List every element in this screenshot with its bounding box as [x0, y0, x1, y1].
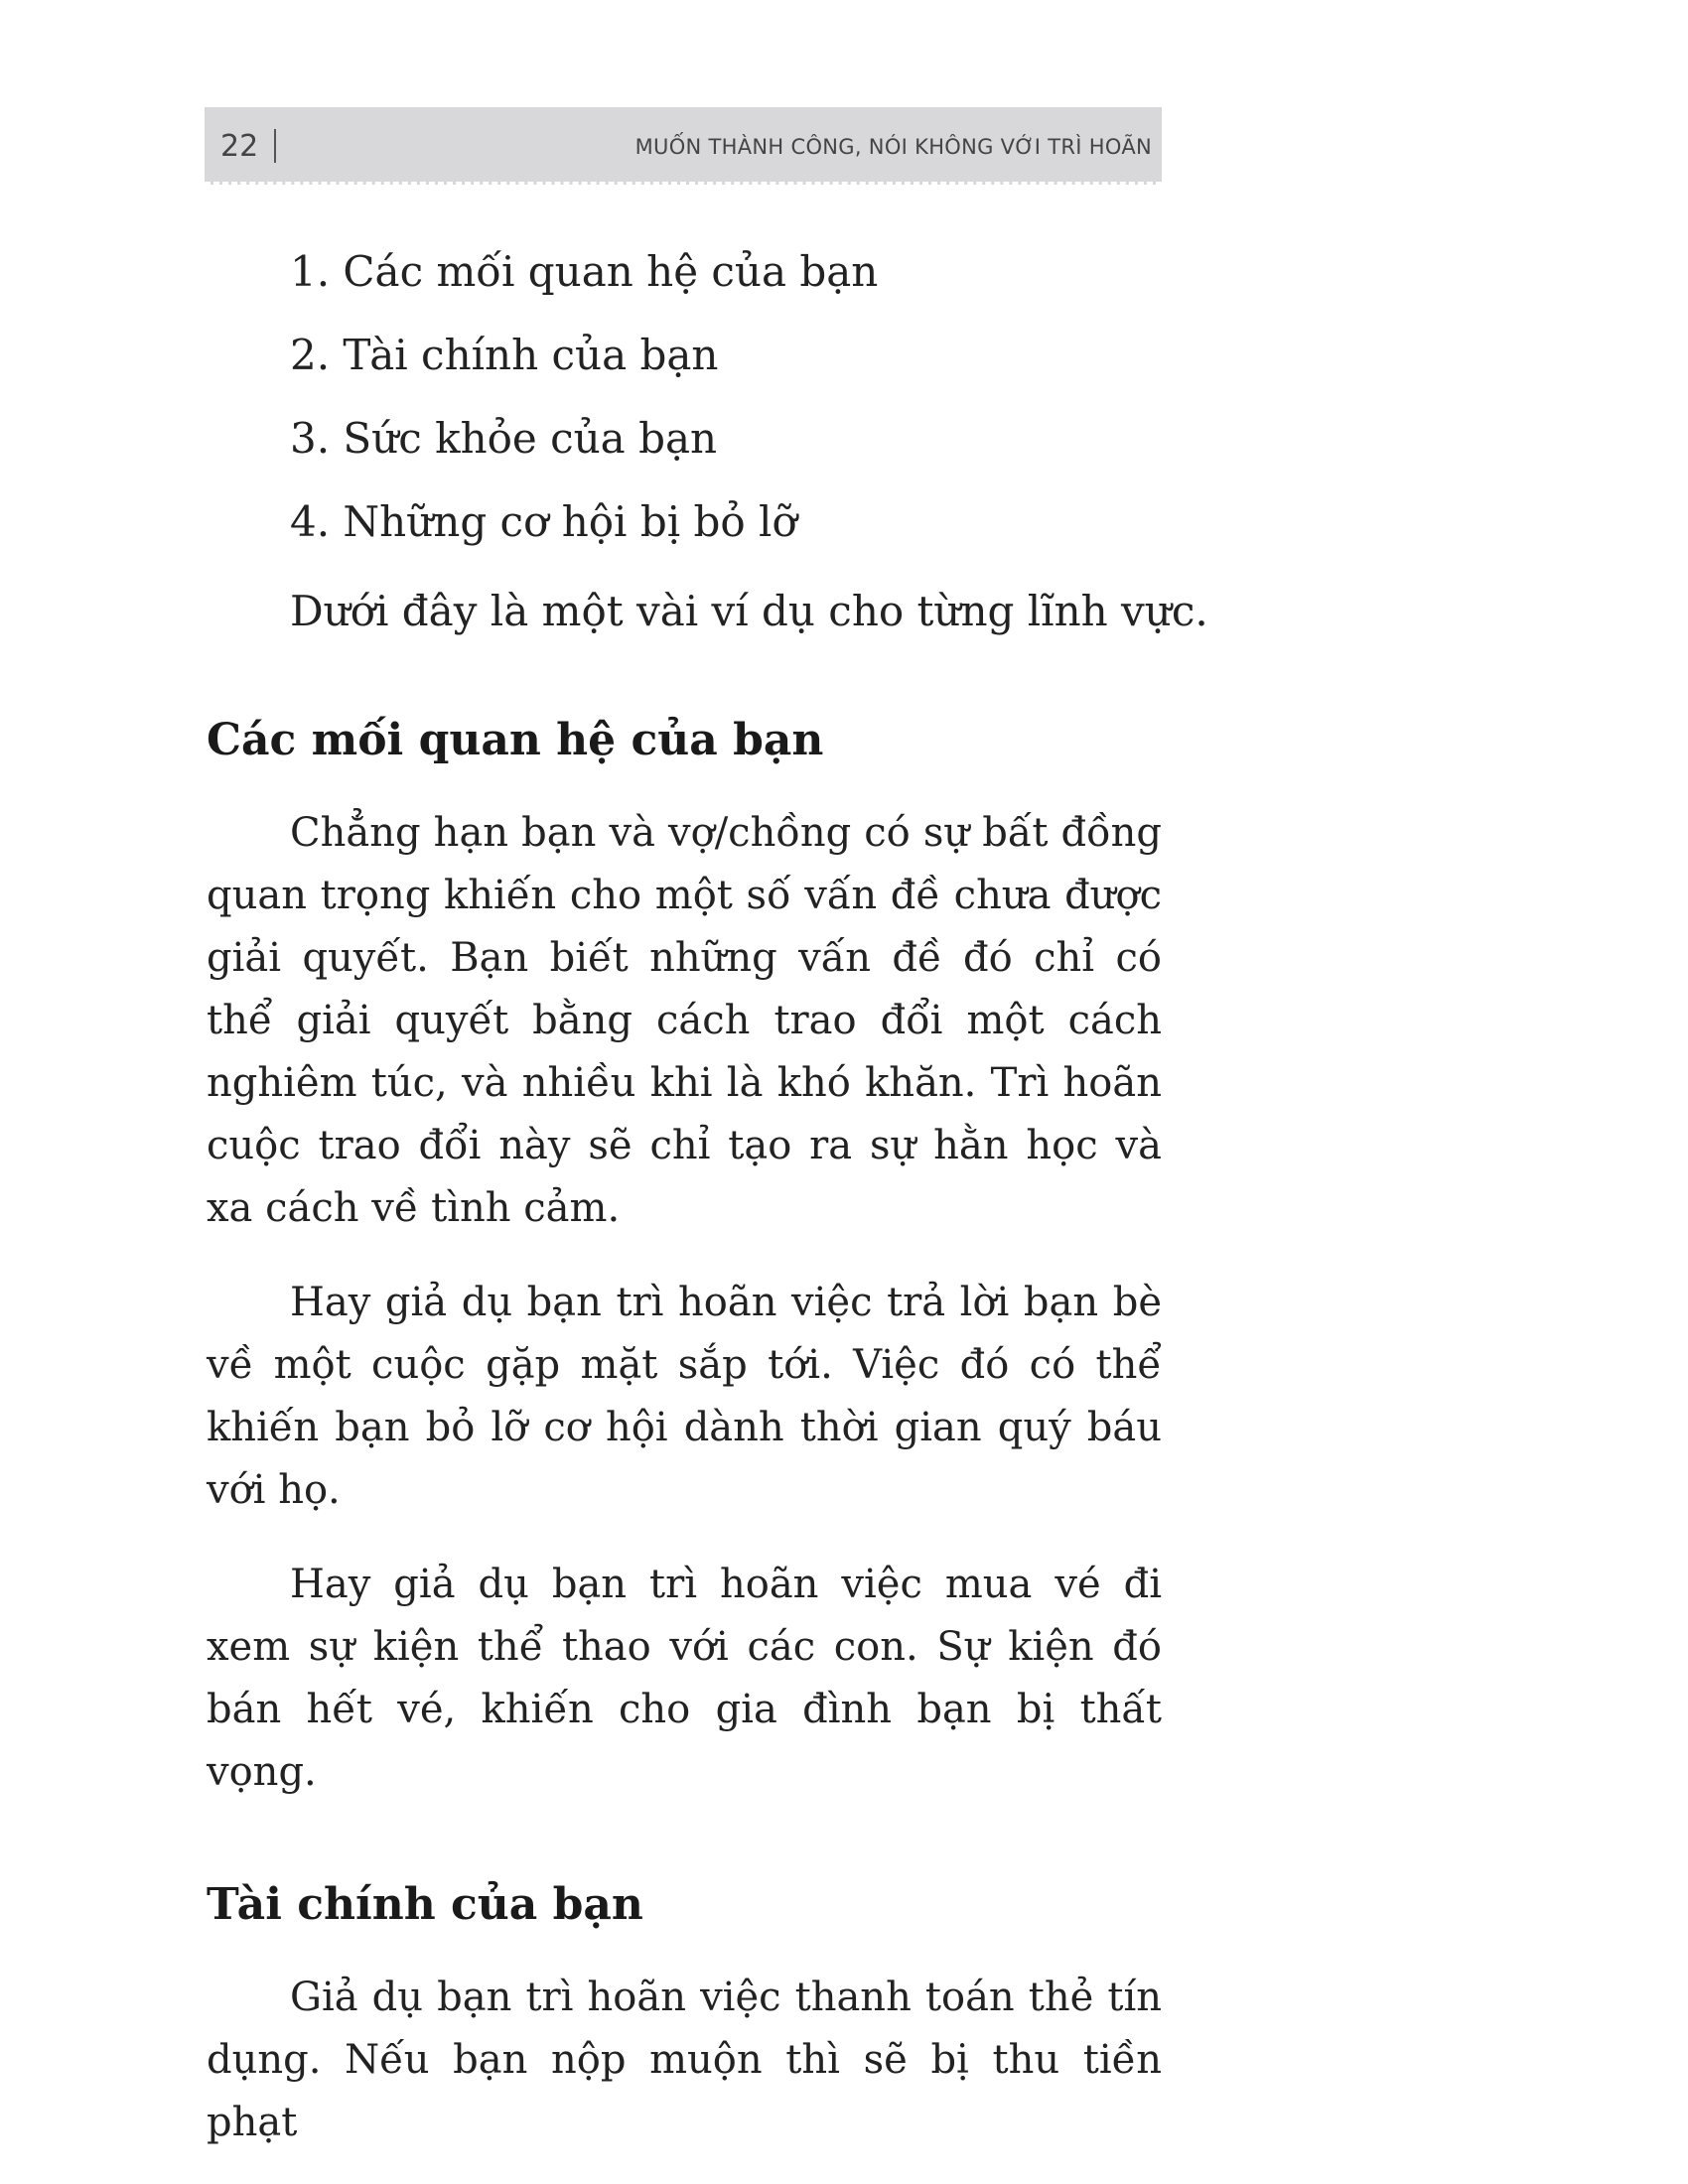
list-item: 1. Các mối quan hệ của bạn	[290, 247, 879, 296]
list-item: 4. Những cơ hội bị bỏ lỡ	[290, 497, 797, 546]
intro-text: Dưới đây là một vài ví dụ cho từng lĩnh vực.	[290, 587, 1208, 635]
page-body	[207, 230, 1208, 2154]
paragraph: Giả dụ bạn trì hoãn việc thanh toán thẻ tín dụng. Nếu bạn nộp muộn thì sẽ bị thu tiền phạt	[207, 1975, 1162, 2145]
running-title: MUỐN THÀNH CÔNG, NÓI KHÔNG VỚI TRÌ HOÃN	[634, 135, 1152, 159]
header-divider	[274, 129, 276, 163]
section-heading-finance: Tài chính của bạn	[207, 1879, 643, 1930]
page-number: 22	[220, 129, 259, 164]
paragraph: Hay giả dụ bạn trì hoãn việc trả lời bạn bè về một cuộc gặp mặt sắp tới. Việc đó có thể khiến bạn bỏ lỡ cơ hội dành thời gian quý báu với họ.	[207, 1280, 1162, 1513]
paragraph: Chẳng hạn bạn và vợ/chồng có sự bất đồng quan trọng khiến cho một số vấn đề chưa được giải quyết. Bạn biết những vấn đề đó chỉ có thể giải quyết bằng cách trao đổi một cách nghiêm túc, và nhiều khi là khó khăn. Trì hoãn cuộc trao đổi này sẽ chỉ tạo ra sự hằn học và xa cách về tình cảm.	[207, 810, 1162, 1231]
topic-list	[207, 230, 1162, 564]
section-heading-relationships: Các mối quan hệ của bạn	[207, 715, 824, 765]
running-header	[205, 107, 1162, 185]
list-item: 3. Sức khỏe của bạn	[290, 414, 718, 463]
paragraph: Hay giả dụ bạn trì hoãn việc mua vé đi xem sự kiện thể thao với các con. Sự kiện đó bán hết vé, khiến cho gia đình bạn bị thất vọng.	[207, 1562, 1162, 1795]
list-item: 2. Tài chính của bạn	[290, 331, 719, 379]
